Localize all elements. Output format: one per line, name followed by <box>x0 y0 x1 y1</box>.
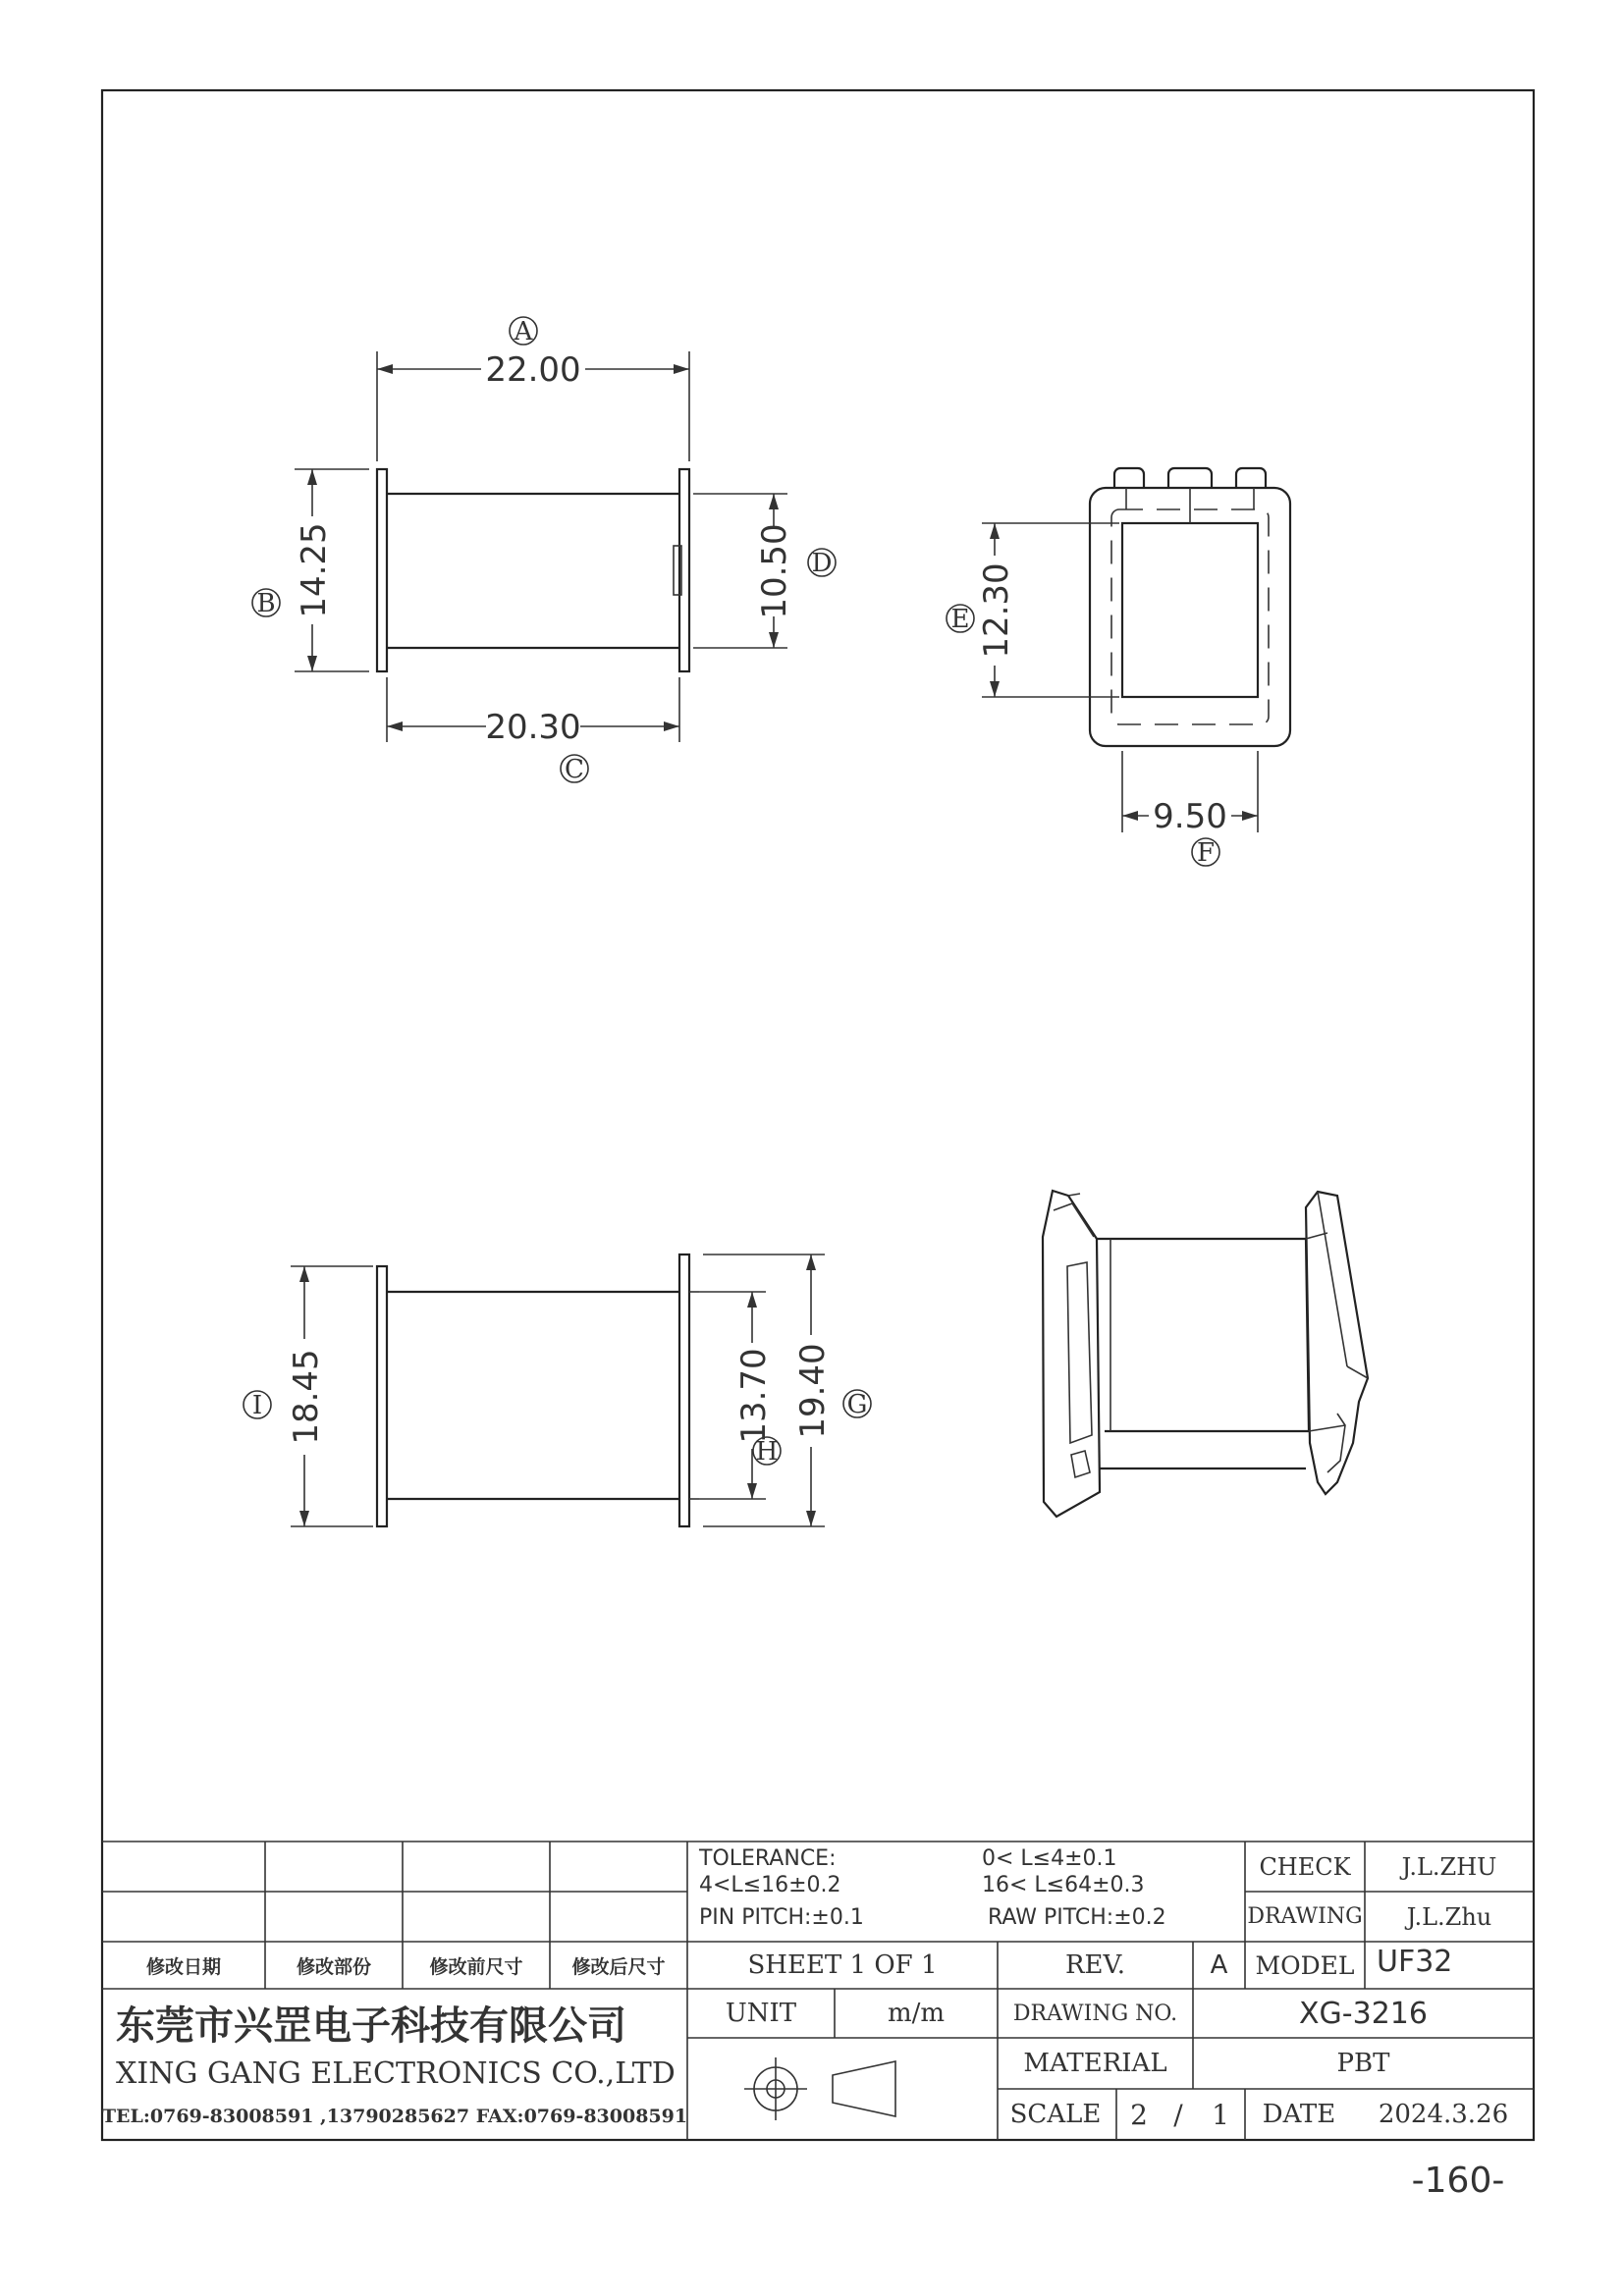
raw-pitch: RAW PITCH:±0.2 <box>988 1904 1166 1930</box>
company-name-en: XING GANG ELECTRONICS CO.,LTD <box>116 2056 676 2091</box>
dim-d-label: D <box>811 549 833 578</box>
dim-i-value: 18.45 <box>287 1349 326 1445</box>
model-label: MODEL <box>1255 1950 1355 1980</box>
scale-label: SCALE <box>1009 2100 1102 2129</box>
dim-h-value: 13.70 <box>734 1348 774 1444</box>
dim-c-value: 20.30 <box>485 708 581 747</box>
dim-e-value: 12.30 <box>977 562 1016 659</box>
drawing-label: DRAWING <box>1247 1904 1363 1929</box>
dim-e-label: E <box>950 605 970 634</box>
company-contact: TEL:0769-83008591 ,13790285627 FAX:0769-83008591 <box>101 2106 688 2127</box>
sheet-text: SHEET 1 OF 1 <box>747 1950 938 1980</box>
dim-c-label: C <box>565 755 584 784</box>
dim-a-label: A <box>514 317 533 347</box>
rev-value: A <box>1210 1950 1228 1980</box>
tolerance-range-3: 16< L≤64±0.3 <box>982 1872 1145 1897</box>
dim-b-label: B <box>256 589 276 618</box>
projection-symbol-icon <box>744 2057 895 2120</box>
isometric-view <box>1043 1191 1368 1517</box>
revision-header-part: 修改部份 <box>296 1955 371 1978</box>
model-value: UF32 <box>1377 1944 1453 1979</box>
dim-g-value: 19.40 <box>793 1343 833 1439</box>
drawing-border <box>102 90 1534 2140</box>
front-view <box>252 317 836 784</box>
dim-a-value: 22.00 <box>485 350 581 390</box>
end-view <box>947 468 1290 868</box>
date-label: DATE <box>1262 2100 1336 2129</box>
tolerance-label: TOLERANCE: <box>699 1845 837 1871</box>
drawing-value: J.L.Zhu <box>1406 1902 1492 1931</box>
revision-header-after: 修改后尺寸 <box>571 1955 666 1978</box>
drawing-no-value: XG-3216 <box>1299 1996 1428 2031</box>
material-label: MATERIAL <box>1023 2049 1167 2078</box>
scale-denominator: 1 <box>1212 2098 1229 2131</box>
rev-label: REV. <box>1064 1950 1126 1980</box>
scale-separator: / <box>1173 2098 1183 2131</box>
tolerance-range-2: 4<L≤16±0.2 <box>699 1872 841 1897</box>
revision-header-date: 修改日期 <box>145 1955 221 1978</box>
scale-numerator: 2 <box>1130 2098 1148 2131</box>
dim-d-value: 10.50 <box>755 523 794 619</box>
side-view <box>244 1255 871 1526</box>
check-label: CHECK <box>1259 1852 1351 1881</box>
check-value: J.L.ZHU <box>1401 1852 1497 1881</box>
dim-g-label: G <box>846 1390 868 1419</box>
tolerance-range-1: 0< L≤4±0.1 <box>982 1845 1117 1871</box>
dim-i-label: I <box>251 1391 263 1420</box>
dim-b-value: 14.25 <box>295 522 334 618</box>
company-name-cn: 东莞市兴罡电子科技有限公司 <box>116 2002 626 2049</box>
drawing-no-label: DRAWING NO. <box>1012 2001 1178 2026</box>
dim-f-label: F <box>1196 838 1216 868</box>
date-value: 2024.3.26 <box>1378 2100 1509 2129</box>
unit-label: UNIT <box>725 1999 797 2028</box>
dim-f-value: 9.50 <box>1153 797 1227 836</box>
revision-header-before: 修改前尺寸 <box>429 1955 523 1978</box>
material-value: PBT <box>1336 2049 1390 2078</box>
page-number: -160- <box>1411 2160 1505 2201</box>
pin-pitch: PIN PITCH:±0.1 <box>699 1904 864 1930</box>
dim-h-label: H <box>755 1437 779 1467</box>
unit-value: m/m <box>887 1999 946 2028</box>
